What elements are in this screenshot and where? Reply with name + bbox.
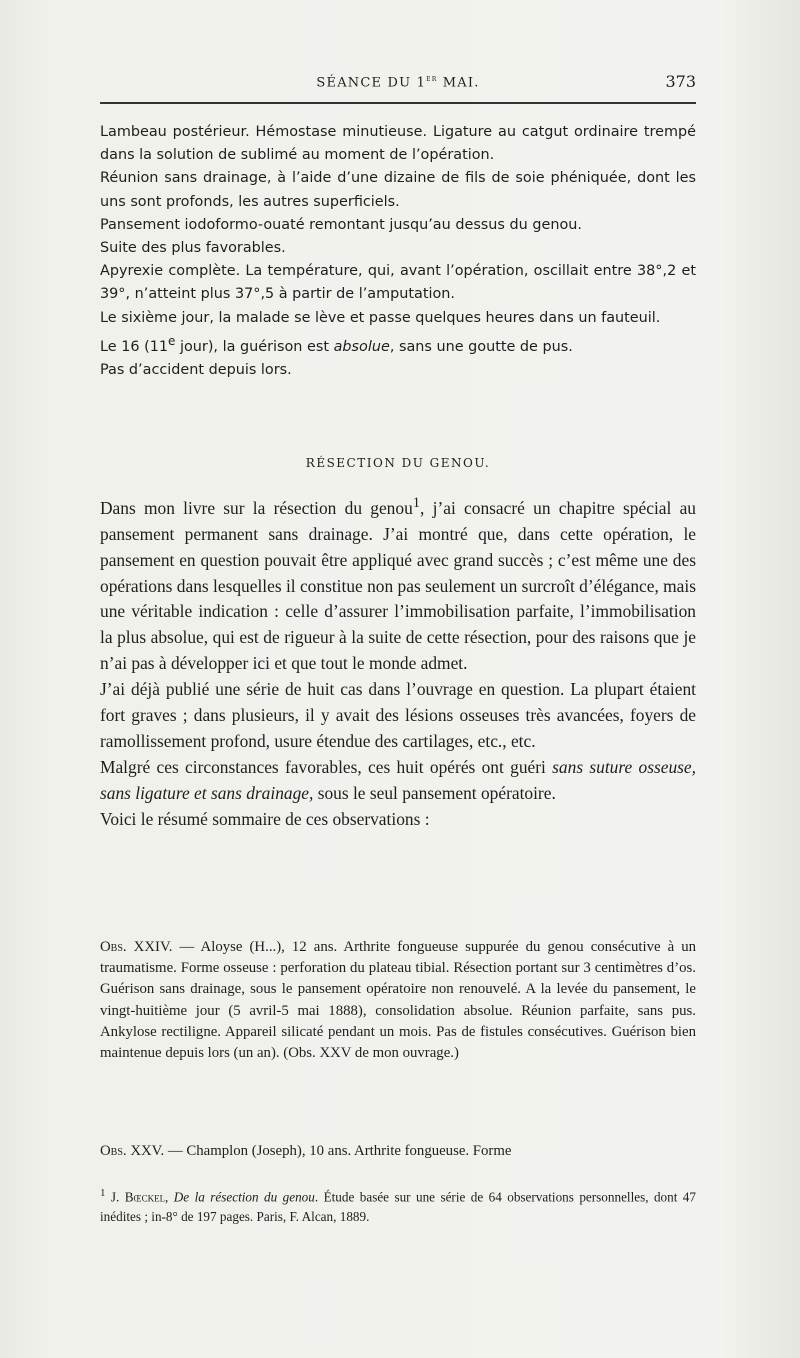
running-head: SÉANCE DU 1er MAI.	[316, 74, 480, 91]
body-paragraph: Dans mon livre sur la résection du genou$^1$, j’ai consacré un chapitre spécial au pansement permanent sans drainage. J’ai montré que, dans cette opération, le pansement en question pouvait être appliqué avec grand succès ; c’est même une des opérations dans lesquelles il constitue non pas seulement un surcroît d’élégance, mais une véritable indication : celle d’assurer l’immobilisation parfaite, l’immobilisation la plus absolue, qui est de rigueur à la suite de cette résection, pour des raisons que je n’ai pas à développer ici et que tout le monde admet.	[100, 495, 696, 674]
intro-block	[100, 121, 696, 382]
footnote-book-title: De la résection du genou	[173, 1189, 315, 1205]
observation-label: Obs. XXV.	[100, 1143, 165, 1159]
intro-paragraph: Suite des plus favorables.	[100, 240, 286, 257]
body-paragraph: Malgré ces circonstances favorables, ces huit opérés ont guéri sans suture osseuse, sans ligature et sans drainage, sous le seul pansement opératoire.	[100, 756, 696, 803]
intro-paragraph: Lambeau postérieur. Hémostase minutieuse. Ligature au catgut ordinaire trempé dans la solution de sublimé au moment de l’opération.	[100, 124, 696, 164]
page-header	[100, 72, 696, 94]
intro-paragraph: Le 16 (11e jour), la guérison est absolue, sans une goutte de pus.	[100, 333, 573, 355]
body-paragraph: Voici le résumé sommaire de ces observations :	[100, 808, 430, 829]
intro-paragraph: Pas d’accident depuis lors.	[100, 361, 292, 378]
intro-paragraph: Apyrexie complète. La température, qui, avant l’opération, oscillait entre 38°,2 et 39°, n’atteint plus 37°,5 à partir de l’amputation.	[100, 263, 696, 303]
observation-24: Obs. XXIV. — Aloyse (H...), 12 ans. Arthrite fongueuse suppurée du genou consécutive à un traumatisme. Forme osseuse : perforation du plateau tibial. Résection portant sur 3 centimètres d’os. Guérison sans drainage, sous le pansement opératoire non renouvelé. A la levée du pansement, le vingt-huitième jour (5 avril-5 mai 1888), consolidation absolue. Réunion parfaite, sans pus. Ankylose rectiligne. Appareil silicaté pendant un mois. Pas de fistules consécutives. Guérison bien maintenue depuis lors (un an). (Obs. XXV de mon ouvrage.)	[100, 939, 697, 1062]
footnote-ref: 1	[412, 495, 421, 511]
body-paragraph: J’ai déjà publié une série de huit cas dans l’ouvrage en question. La plupart étaient fort graves ; dans plusieurs, il y avait des lésions osseuses très avancées, foyers de ramollissement profond, usure étendue des cartilages, etc., etc.	[100, 679, 696, 751]
footnote: $^1$ J. Bœckel, De la résection du genou. Étude basée sur une série de 64 observations personnelles, dont 47 inédites ; in-8° de 197 pages. Paris, F. Alcan, 1889.	[100, 1187, 696, 1225]
section-title: RÉSECTION DU GENOU.	[305, 456, 491, 470]
main-text	[100, 491, 696, 833]
observation-25: Obs. XXV. — Champlon (Joseph), 10 ans. Arthrite fongueuse. Forme	[100, 1143, 512, 1159]
header-rule	[100, 102, 696, 104]
intro-paragraph: Réunion sans drainage, à l’aide d’une dizaine de fils de soie phéniquée, dont les uns sont profonds, les autres superficiels.	[100, 170, 696, 210]
page-number: 373	[665, 72, 696, 91]
intro-paragraph: Le sixième jour, la malade se lève et passe quelques heures dans un fauteuil.	[100, 309, 661, 326]
footnote-marker: 1	[100, 1187, 106, 1199]
observation-label: Obs. XXIV.	[100, 939, 173, 955]
intro-paragraph: Pansement iodoformo-ouaté remontant jusqu’au dessus du genou.	[100, 216, 582, 233]
